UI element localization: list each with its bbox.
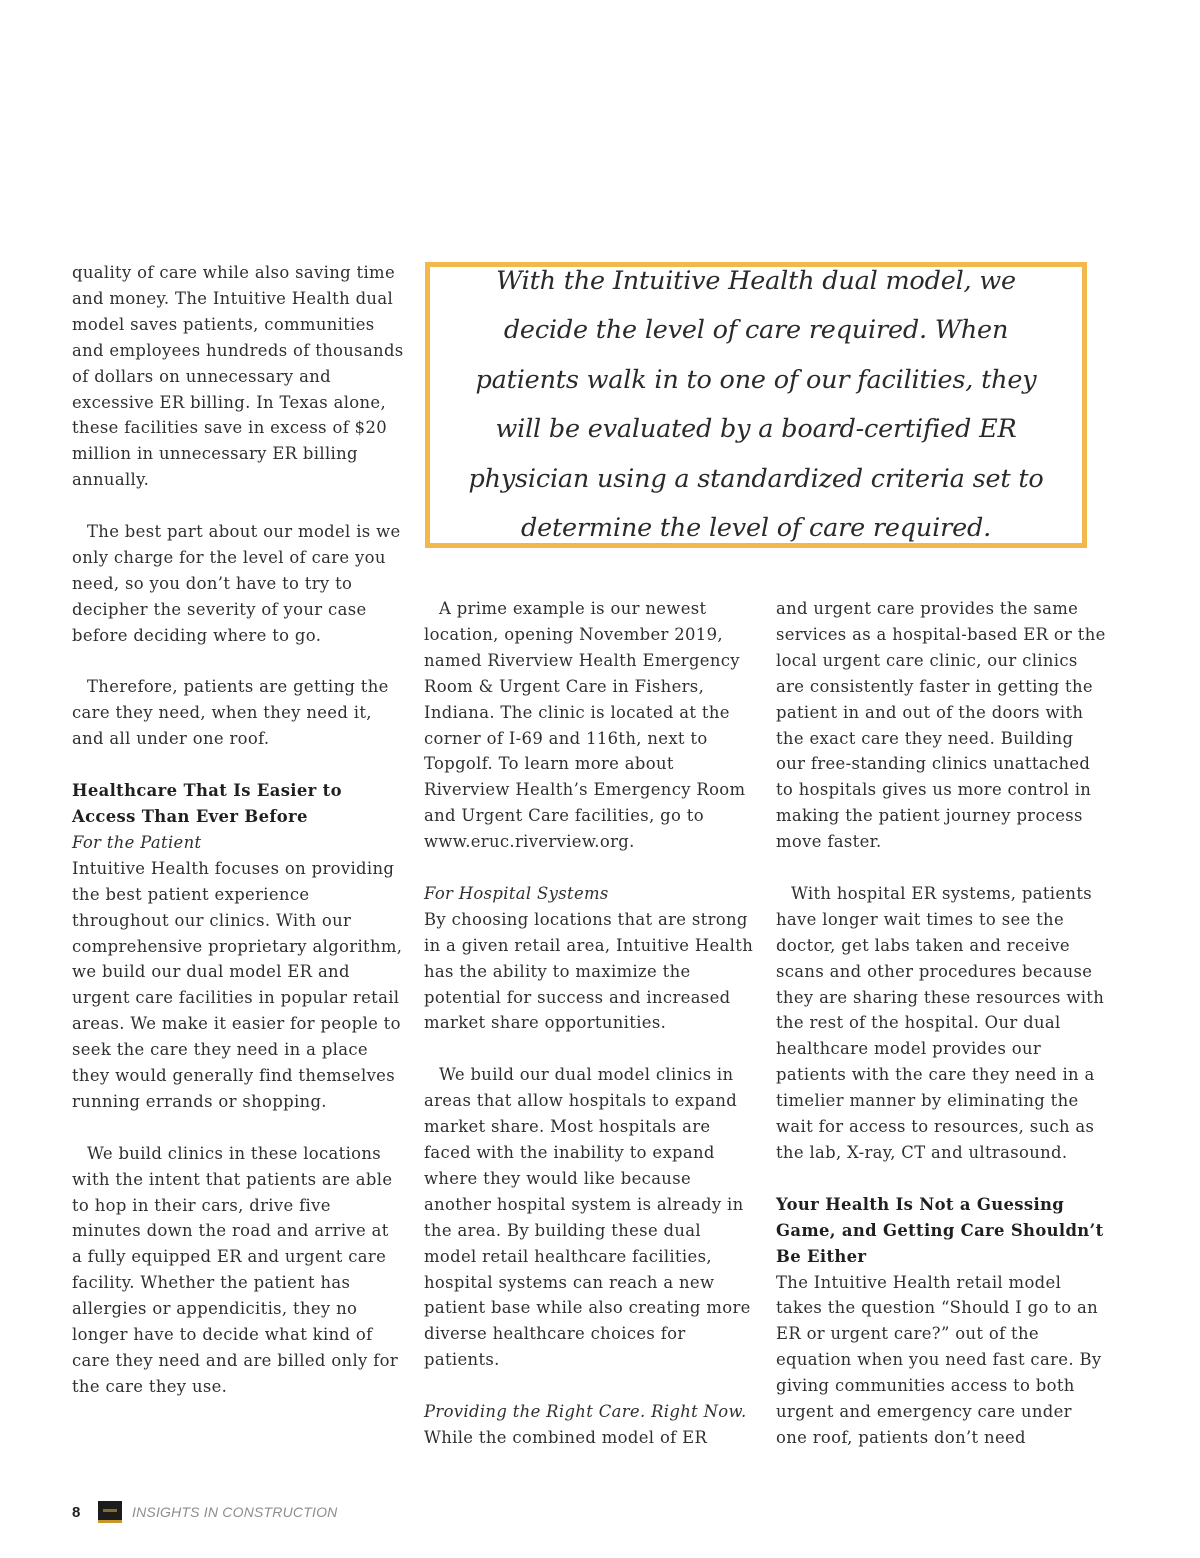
subsection-heading: Providing the Right Care. Right Now. (424, 1402, 747, 1422)
paragraph: The best part about our model is we only charge for the level of care you need, so you don’t have to try to decipher the severity of your case before deciding where to go. (72, 522, 401, 645)
paragraph: quality of care while also saving time and money. The Intuitive Health dual model saves patients, communities and employees hundreds of thousands of dollars on unnecessary and excessive ER billing. In Texas alone, these facilities save in excess of $20 million in unnecessary ER billing annually. (72, 263, 404, 490)
paragraph: A prime example is our newest location, opening November 2019, named Riverview Health Emergency Room & Urgent Care in Fishers, Indiana. The clinic is located at the corner of I-69 and 116th, next to Topgolf. To learn more about Riverview Health’s Emergency Room and Urgent Care facilities, go to www.eruc.riverview.org. (424, 599, 746, 852)
section-heading: Healthcare That Is Easier to Access Than Ever Before (72, 781, 342, 826)
paragraph: The Intuitive Health retail model takes the question “Should I go to an ER or urgent care?” out of the equation when you need fast care. By giving communities access to both urgent and emergency care under one roof, patients don’t need (776, 1272, 1102, 1447)
paragraph: With hospital ER systems, patients have longer wait times to see the doctor, get labs taken and receive scans and other procedures because they are sharing these resources with the rest of the hospital. Our dual healthcare model provides our patients with the care they need in a timelier manner by eliminating the wait for access to resources, such as the lab, X-ray, CT and ultrasound. (776, 883, 1105, 1163)
article-column-1 (72, 260, 404, 1400)
paragraph: By choosing locations that are strong in a given retail area, Intuitive Health has the ability to maximize the potential for success and increased market share opportunities. (424, 909, 754, 1033)
paragraph: While the combined model of ER (424, 1427, 708, 1447)
magazine-logo-icon (98, 1501, 122, 1523)
pull-quote-box (425, 262, 1087, 548)
paragraph: We build clinics in these locations with the intent that patients are able to hop in their cars, drive five minutes down the road and arrive at a fully equipped ER and urgent care facility. Whether the patient has allergies or appendicitis, they no longer have to decide what kind of care they need and are billed only for the care they use. (72, 1143, 399, 1396)
subsection-heading: For the Patient (72, 832, 202, 852)
section-heading: Your Health Is Not a Guessing Game, and Getting Care Shouldn’t Be Either (776, 1194, 1104, 1266)
paragraph: Intuitive Health focuses on providing the best patient experience throughout our clinics. With our comprehensive proprietary algorithm, we build our dual model ER and urgent care facilities in popular retail areas. We make it easier for people to seek the care they need in a place they would generally find themselves running errands or shopping. (72, 858, 403, 1111)
publication-name: INSIGHTS IN CONSTRUCTION (132, 1504, 338, 1520)
paragraph: and urgent care provides the same services as a hospital-based ER or the local urgent care clinic, our clinics are consistently faster in getting the patient in and out of the doors with the exact care they need. Building our free-standing clinics unattached to hospitals gives us more control in making the patient journey process move faster. (776, 599, 1106, 852)
page-footer (72, 1500, 337, 1524)
pull-quote-text: With the Intuitive Health dual model, we decide the level of care required. When patients walk in to one of our facilities, they will be evaluated by a board-certified ER physician using a standardized criteria set to determine the level of care required. (468, 265, 1044, 543)
article-column-2 (424, 596, 754, 1451)
page-number: 8 (72, 1503, 81, 1521)
subsection-heading: For Hospital Systems (424, 883, 609, 903)
paragraph: Therefore, patients are getting the care they need, when they need it, and all under one roof. (72, 677, 389, 749)
paragraph: We build our dual model clinics in areas that allow hospitals to expand market share. Most hospitals are faced with the inability to expand where they would like because another hospital system is already in the area. By building these dual model retail healthcare facilities, hospital systems can reach a new patient base while also creating more diverse healthcare choices for patients. (424, 1065, 751, 1370)
article-column-3 (776, 596, 1106, 1451)
